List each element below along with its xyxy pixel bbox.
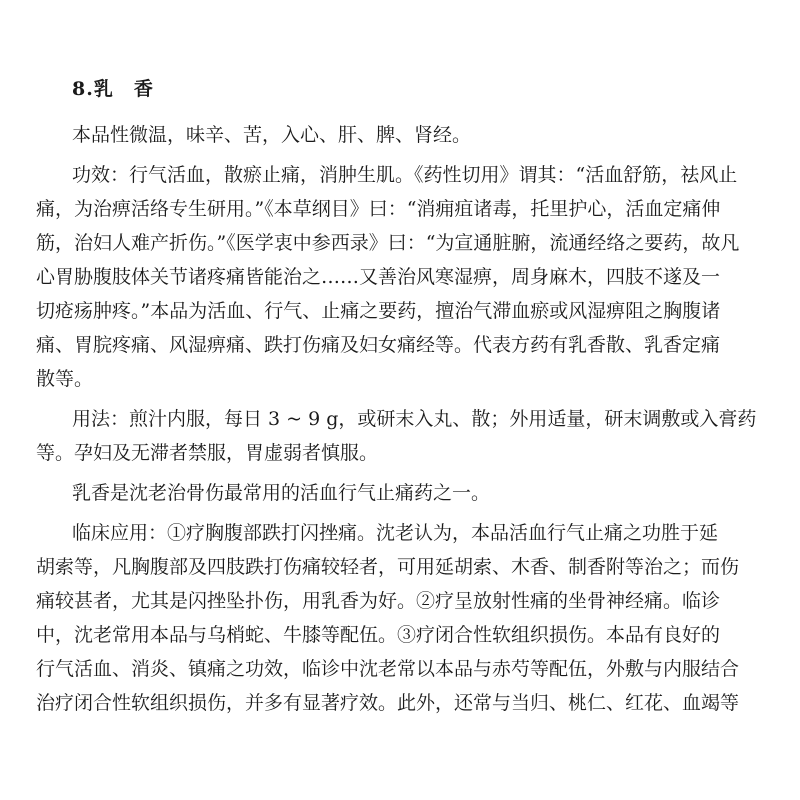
paragraph-line: 筋，治妇人难产折伤。”《医学衷中参西录》曰：“为宣通脏腑，流通经络之要药，故凡 <box>36 232 740 254</box>
paragraph-line: 心胃胁腹肢体关节诸疼痛皆能治之……又善治风寒湿痹，周身麻木，四肢不遂及一 <box>36 266 721 288</box>
paragraph-line: 治疗闭合性软组织损伤，并多有显著疗效。此外，还常与当归、桃仁、红花、血竭等 <box>36 692 740 714</box>
paragraph-line: 胡索等，凡胸腹部及四肢跌打伤痛较轻者，可用延胡索、木香、制香附等治之；而伤 <box>36 556 740 578</box>
paragraph-line: 痛、胃脘疼痛、风湿痹痛、跌打伤痛及妇女痛经等。代表方药有乳香散、乳香定痛 <box>36 334 721 356</box>
paragraph-line: 痛较甚者，尤其是闪挫坠扑伤，用乳香为好。②疗呈放射性痛的坐骨神经痛。临诊 <box>36 590 721 612</box>
paragraph-line: 痛，为治痹活络专生研用。”《本草纲目》曰：“消痈疽诸毒，托里护心，活血定痛伸 <box>36 198 721 220</box>
paragraph-line: 乳香是沈老治骨伤最常用的活血行气止痛药之一。 <box>72 482 491 504</box>
paragraph-line: 中，沈老常用本品与乌梢蛇、牛膝等配伍。③疗闭合性软组织损伤。本品有良好的 <box>36 624 721 646</box>
paragraph-line: 功效：行气活血，散瘀止痛，消肿生肌。《药性切用》谓其：“活血舒筋，祛风止 <box>72 164 738 186</box>
section-heading: 8.乳 香 <box>72 78 154 100</box>
paragraph-line: 等。孕妇及无滞者禁服，胃虚弱者慎服。 <box>36 442 379 464</box>
paragraph-line: 行气活血、消炎、镇痛之功效，临诊中沈老常以本品与赤芍等配伍，外敷与内服结合 <box>36 658 740 680</box>
paragraph-line: 切疮疡肿疼。”本品为活血、行气、止痛之要药，擅治气滞血瘀或风湿痹阻之胸腹诸 <box>36 300 721 322</box>
paragraph-line: 散等。 <box>36 368 94 390</box>
paragraph-line: 本品性微温，味辛、苦，入心、肝、脾、肾经。 <box>72 124 472 146</box>
paragraph-line: 临床应用：①疗胸腹部跌打闪挫痛。沈老认为，本品活血行气止痛之功胜于延 <box>72 522 719 544</box>
paragraph-line: 用法：煎汁内服，每日 3 ~ 9 g，或研末入丸、散；外用适量，研末调敷或入膏药 <box>72 408 757 430</box>
